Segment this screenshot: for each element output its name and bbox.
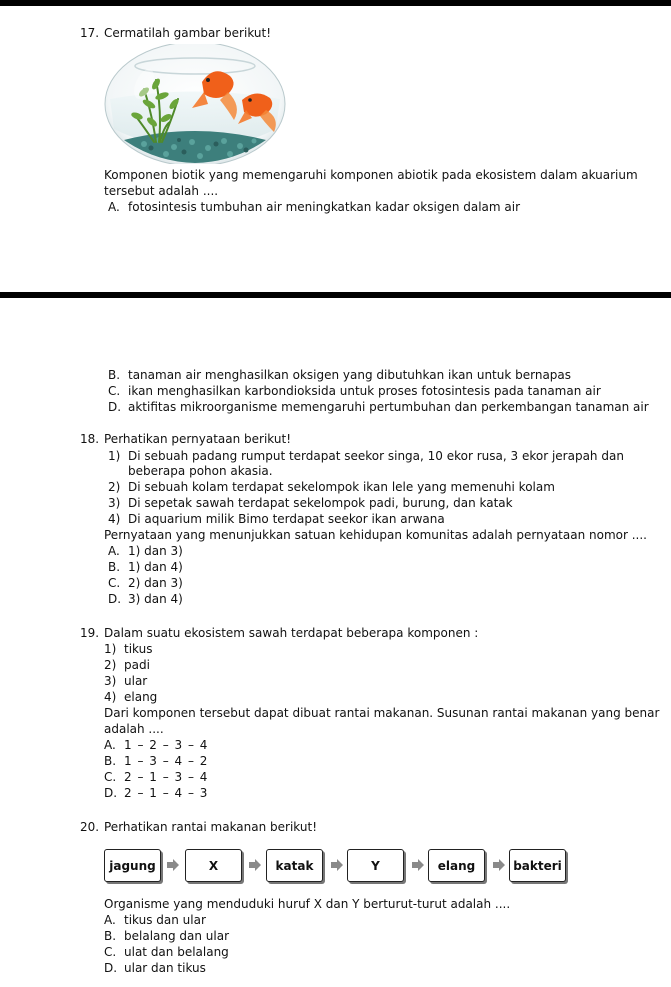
- component-text: ular: [124, 674, 148, 688]
- option-letter: A.: [108, 200, 120, 214]
- option-text: 1 – 2 – 3 – 4: [124, 738, 209, 752]
- q18-statement-3: [108, 495, 513, 511]
- q18-option-a: [108, 543, 183, 559]
- q17-option-c: [108, 383, 601, 399]
- option-letter: C.: [104, 945, 117, 959]
- statement-text: Di sebuah padang rumput terdapat seekor singa, 10 ekor rusa, 3 ekor jerapah dan: [128, 449, 624, 463]
- q20-option-c: [104, 944, 229, 960]
- option-text: belalang dan ular: [124, 929, 230, 943]
- chain-node-y: Y: [347, 849, 404, 882]
- q19-option-d: [104, 785, 208, 801]
- q20-option-a: [104, 912, 206, 928]
- q19-option-c: [104, 769, 208, 785]
- q20-title: Perhatikan rantai makanan berikut!: [104, 820, 318, 834]
- q18-option-d: [108, 591, 183, 607]
- statement-text: Di sepetak sawah terdapat sekelompok padi, burung, dan katak: [128, 496, 513, 510]
- q19-number: 19.: [80, 626, 100, 640]
- component-number: 2): [104, 658, 117, 672]
- option-text: tanaman air menghasilkan oksigen yang dibutuhkan ikan untuk bernapas: [128, 368, 572, 382]
- option-letter: A.: [104, 913, 116, 927]
- q20-option-b: [104, 928, 229, 944]
- statement-number: 4): [108, 512, 121, 526]
- q18-statement-2: [108, 479, 555, 495]
- component-text: tikus: [124, 642, 153, 656]
- option-letter: C.: [108, 576, 121, 590]
- q17-question-line1: Komponen biotik yang memengaruhi komponen abiotik pada ekosistem dalam akuarium: [104, 168, 638, 182]
- component-number: 3): [104, 674, 117, 688]
- q18-title: Perhatikan pernyataan berikut!: [104, 432, 292, 446]
- component-text: padi: [124, 658, 150, 672]
- option-text: ulat dan belalang: [124, 945, 229, 959]
- q17-number: 17.: [80, 26, 100, 40]
- option-letter: D.: [104, 786, 118, 800]
- statement-text: Di aquarium milik Bimo terdapat seekor ikan arwana: [128, 512, 445, 526]
- chain-node-bakteri: bakteri: [509, 849, 566, 882]
- chain-arrow-icon: [248, 858, 262, 872]
- q18-number: 18.: [80, 432, 100, 446]
- q18-statement-4: [108, 511, 445, 527]
- component-number: 4): [104, 690, 117, 704]
- option-letter: B.: [104, 929, 117, 943]
- q17-title: Cermatilah gambar berikut!: [104, 26, 272, 40]
- q20-number: 20.: [80, 820, 100, 834]
- chain-node-katak: katak: [266, 849, 323, 882]
- q17-option-d: [108, 399, 649, 415]
- component-number: 1): [104, 642, 117, 656]
- option-letter: A.: [104, 738, 116, 752]
- statement-text: Di sebuah kolam terdapat sekelompok ikan lele yang memenuhi kolam: [128, 480, 555, 494]
- component-text: elang: [124, 690, 158, 704]
- q20-question: Organisme yang menduduki huruf X dan Y berturut-turut adalah ....: [104, 897, 511, 911]
- option-text: 3) dan 4): [128, 592, 183, 606]
- chain-arrow-icon: [330, 858, 344, 872]
- option-letter: D.: [104, 961, 118, 975]
- option-text: 2) dan 3): [128, 576, 183, 590]
- q17-option-a: [108, 199, 520, 215]
- option-letter: D.: [108, 400, 122, 414]
- option-text: ular dan tikus: [124, 961, 206, 975]
- q20-option-d: [104, 960, 206, 976]
- fishbowl-image: [104, 44, 286, 164]
- q19-option-b: [104, 753, 208, 769]
- q17-question-line2: tersebut adalah ....: [104, 184, 219, 198]
- option-text: 1 – 3 – 4 – 2: [124, 754, 209, 768]
- option-text: tikus dan ular: [124, 913, 206, 927]
- option-text: 2 – 1 – 3 – 4: [124, 770, 209, 784]
- option-text: aktifitas mikroorganisme memengaruhi pertumbuhan dan perkembangan tanaman air: [128, 400, 649, 414]
- q18-option-b: [108, 559, 183, 575]
- q19-component-4: [104, 689, 157, 705]
- q19-title: Dalam suatu ekosistem sawah terdapat beberapa komponen :: [104, 626, 479, 640]
- chain-node-elang: elang: [428, 849, 485, 882]
- option-letter: B.: [108, 368, 121, 382]
- option-letter: B.: [108, 560, 121, 574]
- q18-statement-1-cont: beberapa pohon akasia.: [128, 464, 273, 478]
- option-text: fotosintesis tumbuhan air meningkatkan kadar oksigen dalam air: [128, 200, 521, 214]
- statement-number: 2): [108, 480, 121, 494]
- option-text: 1) dan 3): [128, 544, 183, 558]
- q19-question-line2: adalah ....: [104, 722, 164, 736]
- option-letter: A.: [108, 544, 120, 558]
- statement-number: 3): [108, 496, 121, 510]
- q18-question: Pernyataan yang menunjukkan satuan kehidupan komunitas adalah pernyataan nomor ....: [104, 528, 647, 542]
- chain-arrow-icon: [492, 858, 506, 872]
- top-page-bar: [0, 0, 671, 6]
- q19-question-line1: Dari komponen tersebut dapat dibuat rantai makanan. Susunan rantai makanan yang benar: [104, 706, 660, 720]
- statement-number: 1): [108, 449, 121, 463]
- q19-option-a: [104, 737, 208, 753]
- q19-component-1: [104, 641, 152, 657]
- chain-node-jagung: jagung: [104, 849, 161, 882]
- chain-arrow-icon: [166, 858, 180, 872]
- q18-option-c: [108, 575, 183, 591]
- chain-node-x: X: [185, 849, 242, 882]
- option-text: ikan menghasilkan karbondioksida untuk proses fotosintesis pada tanaman air: [128, 384, 601, 398]
- option-letter: D.: [108, 592, 122, 606]
- option-text: 2 – 1 – 4 – 3: [124, 786, 209, 800]
- q19-component-3: [104, 673, 147, 689]
- option-letter: C.: [108, 384, 121, 398]
- option-text: 1) dan 4): [128, 560, 183, 574]
- chain-arrow-icon: [411, 858, 425, 872]
- q19-component-2: [104, 657, 150, 673]
- q18-statement-1: [108, 448, 624, 464]
- option-letter: B.: [104, 754, 117, 768]
- q17-option-b: [108, 367, 571, 383]
- page-divider-bar: [0, 292, 671, 298]
- option-letter: C.: [104, 770, 117, 784]
